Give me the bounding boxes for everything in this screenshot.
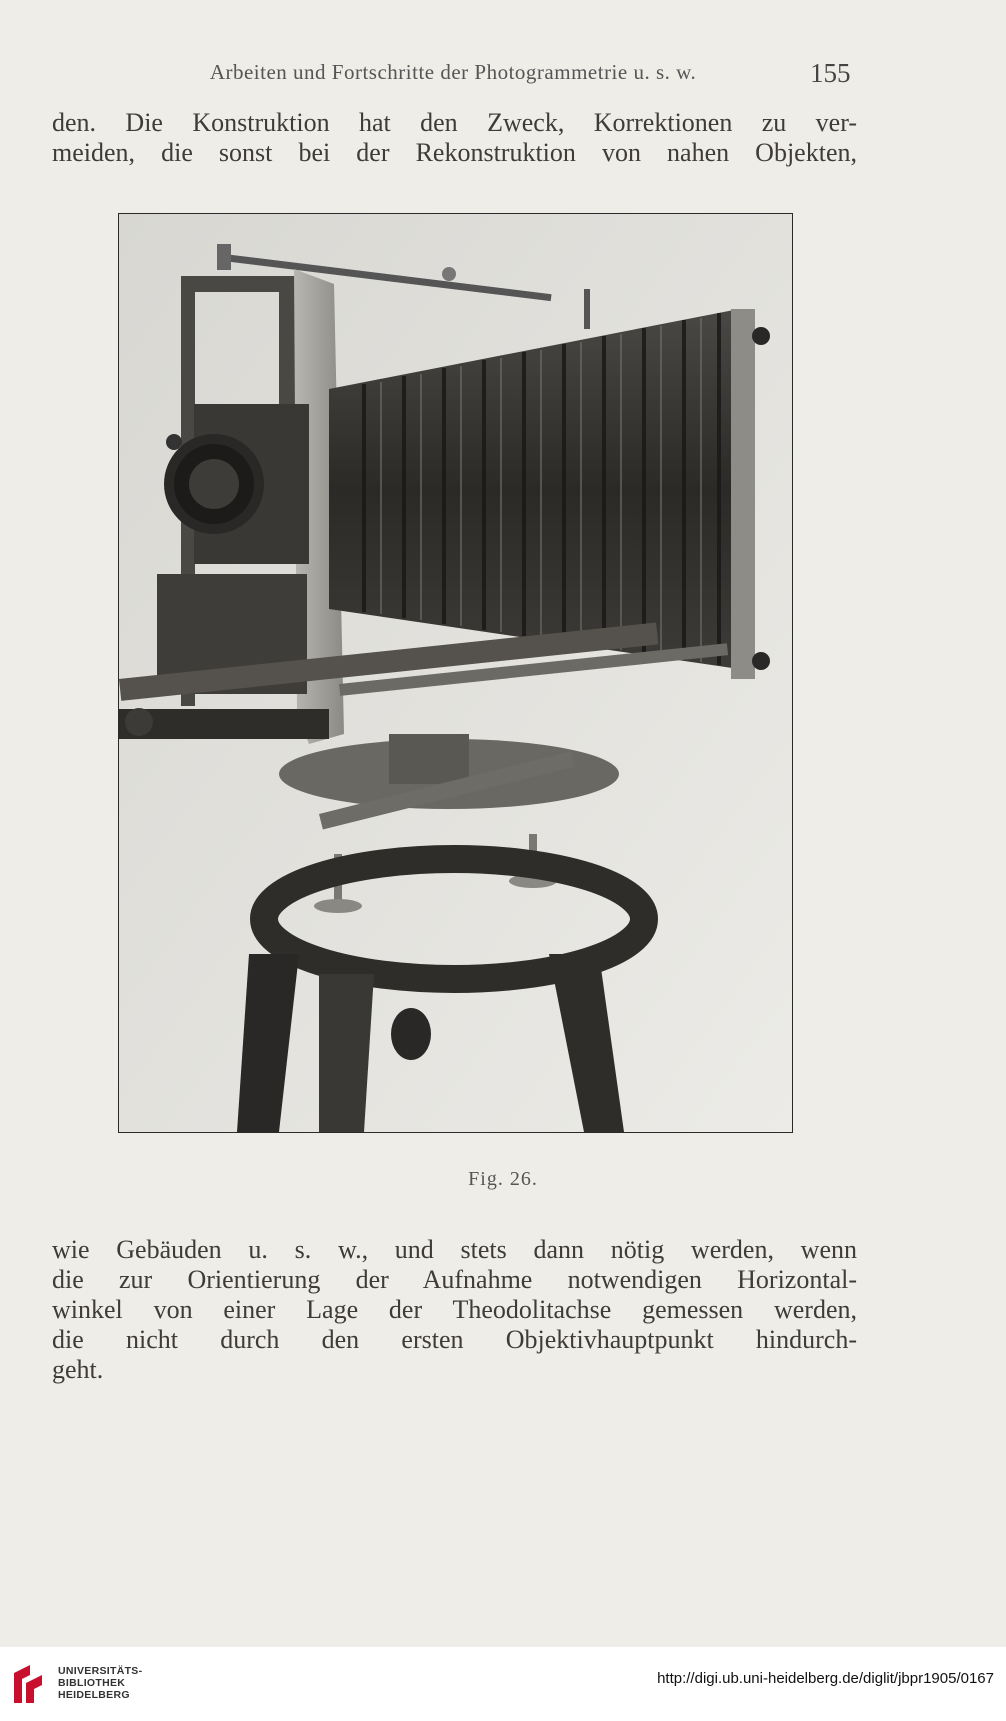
- library-footer: [0, 1647, 1006, 1721]
- text-line: die nicht durch den ersten Objektivhauptpunkt hindurch-: [52, 1325, 857, 1354]
- text-line: den. Die Konstruktion hat den Zweck, Korrektionen zu ver-: [52, 108, 857, 137]
- camera-photograph: [118, 213, 793, 1133]
- library-logo-icon: [10, 1663, 50, 1707]
- source-url-link[interactable]: http://digi.ub.uni-heidelberg.de/diglit/jbpr1905/0167: [657, 1670, 994, 1687]
- running-head: Arbeiten und Fortschritte der Photogrammetrie u. s. w.: [209, 60, 697, 84]
- text-line: meiden, die sonst bei der Rekonstruktion von nahen Objekten,: [52, 138, 857, 167]
- library-name-line: HEIDELBERG: [58, 1689, 130, 1701]
- paragraph-before-figure: [52, 108, 857, 168]
- library-name-line: UNIVERSITÄTS-: [58, 1665, 143, 1677]
- page-number: 155: [810, 58, 851, 88]
- text-line: die zur Orientierung der Aufnahme notwendigen Horizontal-: [52, 1265, 857, 1294]
- text-line: wie Gebäuden u. s. w., und stets dann nötig werden, wenn: [52, 1235, 857, 1264]
- library-name-line: BIBLIOTHEK: [58, 1677, 126, 1689]
- library-name: [58, 1665, 142, 1701]
- figure-caption: Fig. 26.: [468, 1168, 538, 1190]
- paragraph-after-figure: [52, 1235, 857, 1385]
- text-line: winkel von einer Lage der Theodolitachse gemessen werden,: [52, 1295, 857, 1324]
- text-line: geht.: [52, 1355, 104, 1384]
- camera-illustration: [119, 214, 792, 1132]
